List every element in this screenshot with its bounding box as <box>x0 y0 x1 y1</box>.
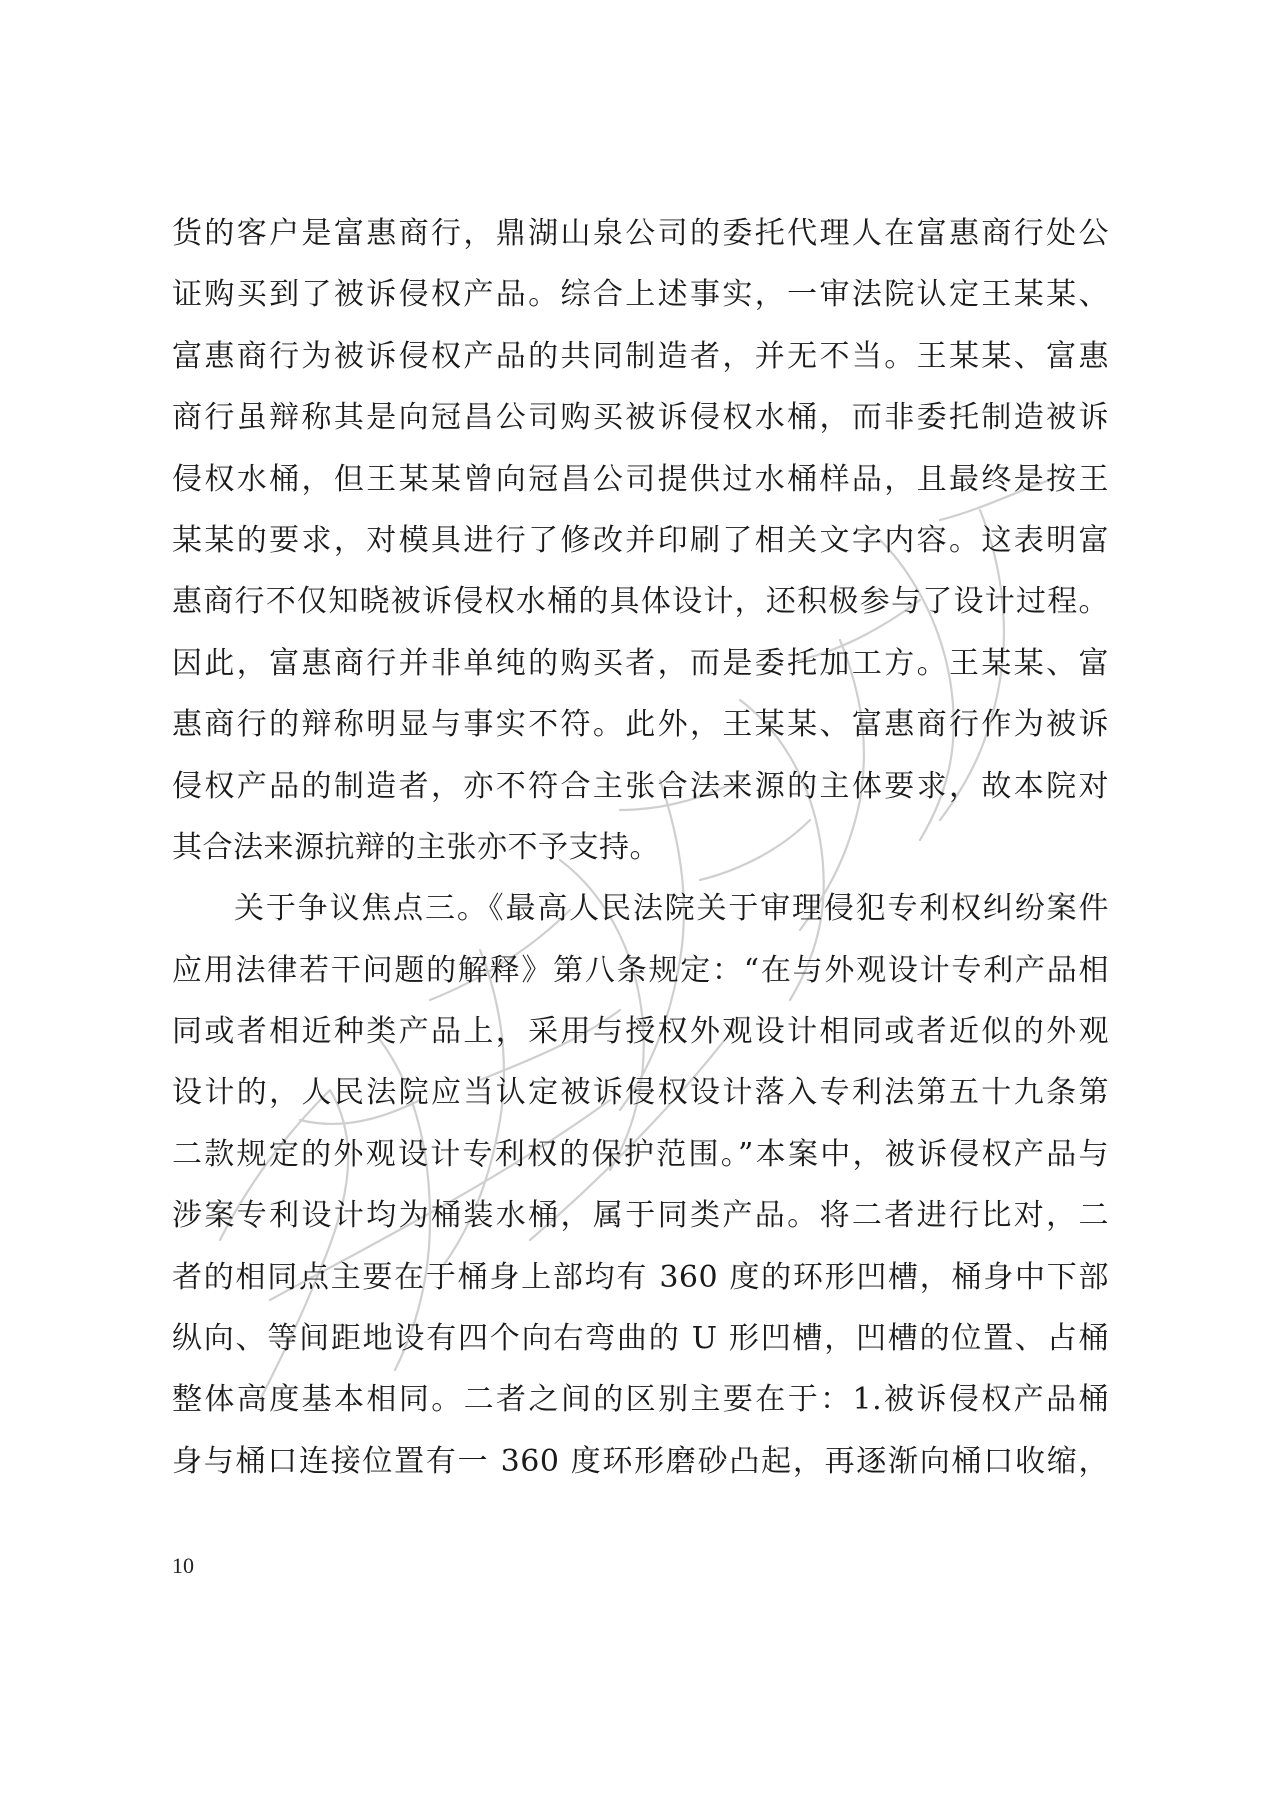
paragraph-1-line: 侵权水桶，但王某某曾向冠昌公司提供过水桶样品，且最终是按王 <box>172 461 1109 497</box>
paragraph-1-line: 其合法来源抗辩的主张亦不予支持。 <box>172 829 660 865</box>
paragraph-1-line: 货的客户是富惠商行，鼎湖山泉公司的委托代理人在富惠商行处公 <box>172 216 1109 251</box>
paragraph-1-line: 富惠商行为被诉侵权产品的共同制造者，并无不当。王某某、富惠 <box>172 338 1109 374</box>
paragraph-2-line: 者的相同点主要在于桶身上部均有 360 度的环形凹槽，桶身中下部 <box>172 1259 1109 1295</box>
paragraph-2-line: 二款规定的外观设计专利权的保护范围。”本案中，被诉侵权产品与 <box>172 1136 1109 1172</box>
paragraph-2-line: 纵向、等间距地设有四个向右弯曲的 U 形凹槽，凹槽的位置、占桶 <box>172 1321 1109 1357</box>
paragraph-2-line: 整体高度基本相同。二者之间的区别主要在于：1.被诉侵权产品桶 <box>172 1382 1109 1418</box>
paragraph-1-line: 某某的要求，对模具进行了修改并印刷了相关文字内容。这表明富 <box>172 522 1109 558</box>
paragraph-1-line: 因此，富惠商行并非单纯的购买者，而是委托加工方。王某某、富 <box>172 645 1109 681</box>
paragraph-1-line: 侵权产品的制造者，亦不符合主张合法来源的主体要求，故本院对 <box>172 768 1109 804</box>
paragraph-1-line: 证购买到了被诉侵权产品。综合上述事实，一审法院认定王某某、 <box>172 277 1109 313</box>
paragraph-1-line: 惠商行不仅知晓被诉侵权水桶的具体设计，还积极参与了设计过程。 <box>172 584 1109 620</box>
body-text <box>172 203 1109 1492</box>
paragraph-2-line: 身与桶口连接位置有一 360 度环形磨砂凸起，再逐渐向桶口收缩， <box>172 1443 1109 1479</box>
paragraph-2-line: 涉案专利设计均为桶装水桶，属于同类产品。将二者进行比对，二 <box>172 1198 1109 1234</box>
paragraph-1-line: 惠商行的辩称明显与事实不符。此外，王某某、富惠商行作为被诉 <box>172 707 1109 743</box>
paragraph-1-line: 商行虽辩称其是向冠昌公司购买被诉侵权水桶，而非委托制造被诉 <box>172 400 1109 436</box>
paragraph-2-line: 设计的，人民法院应当认定被诉侵权设计落入专利法第五十九条第 <box>172 1075 1109 1111</box>
page-number: 10 <box>172 1553 194 1578</box>
paragraph-2-line: 同或者相近种类产品上，采用与授权外观设计相同或者近似的外观 <box>172 1014 1109 1050</box>
paragraph-2-line: 应用法律若干问题的解释》第八条规定：“在与外观设计专利产品相 <box>172 952 1109 988</box>
paragraph-2-line: 关于争议焦点三。《最高人民法院关于审理侵犯专利权纠纷案件 <box>234 891 1109 927</box>
